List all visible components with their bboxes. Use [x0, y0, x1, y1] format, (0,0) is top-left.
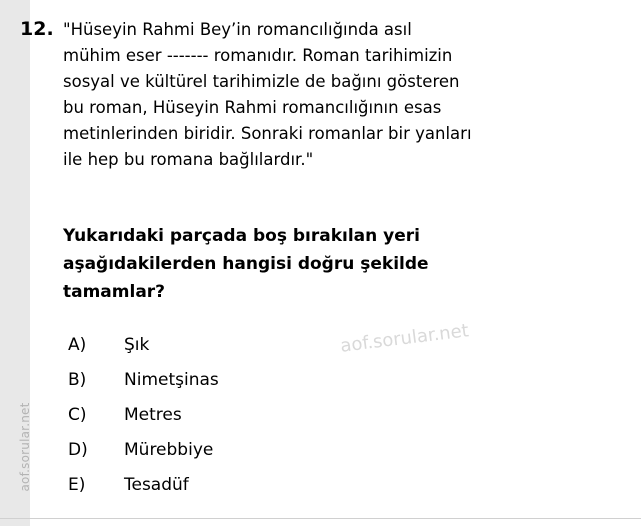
passage-line: metinlerinden biridir. Sonraki romanlar bir yanları [63, 124, 472, 143]
option-letter: C) [68, 405, 87, 425]
question-passage [63, 17, 626, 173]
question-number: 12. [20, 18, 54, 40]
option-letter: B) [68, 370, 87, 390]
passage-line: mühim eser ------- romanıdır. Roman tarihimizin [63, 46, 453, 65]
option-d[interactable] [68, 433, 568, 468]
passage-line: bu roman, Hüseyin Rahmi romancılığının esas [63, 98, 442, 117]
answer-options [68, 328, 568, 503]
option-letter: A) [68, 335, 87, 355]
option-text: Nimetşinas [124, 370, 219, 390]
question-prompt [63, 222, 626, 306]
passage-line: ile hep bu romana bağlılardır." [63, 150, 314, 169]
page-bottom-divider [0, 518, 641, 519]
option-text: Şık [124, 335, 150, 355]
side-watermark: aof.sorular.net [18, 402, 32, 492]
option-e[interactable] [68, 468, 568, 503]
passage-line: sosyal ve kültürel tarihimizle de bağını gösteren [63, 72, 460, 91]
passage-line: "Hüseyin Rahmi Bey’in romancılığında asıl [63, 20, 412, 39]
center-watermark: aof.sorular.net [339, 320, 470, 357]
option-a[interactable] [68, 328, 568, 363]
option-text: Metres [124, 405, 182, 425]
prompt-line: aşağıdakilerden hangisi doğru şekilde [63, 254, 429, 274]
option-text: Tesadüf [124, 475, 189, 495]
option-letter: D) [68, 440, 88, 460]
prompt-line: tamamlar? [63, 282, 166, 302]
option-c[interactable] [68, 398, 568, 433]
option-letter: E) [68, 475, 86, 495]
prompt-line: Yukarıdaki parçada boş bırakılan yeri [63, 226, 420, 246]
option-text: Mürebbiye [124, 440, 214, 460]
option-b[interactable] [68, 363, 568, 398]
